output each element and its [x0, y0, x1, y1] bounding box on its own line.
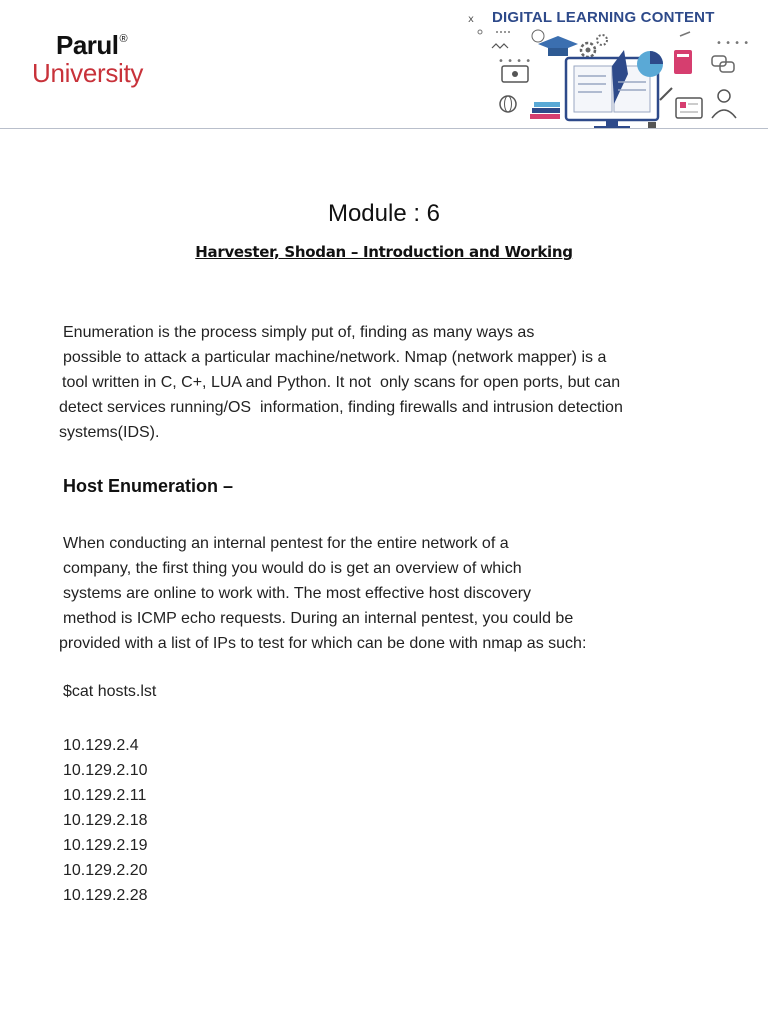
- books-stack-icon: [530, 102, 560, 119]
- svg-text:• • • •: • • • •: [716, 38, 750, 49]
- pie-chart-icon: [637, 51, 663, 77]
- video-icon: [502, 66, 528, 82]
- ip-address: 10.129.2.28: [63, 887, 148, 904]
- ip-address: 10.129.2.10: [63, 762, 148, 779]
- logo-university: University: [32, 58, 144, 88]
- section-line: method is ICMP echo requests. During an internal pentest, you could be: [63, 610, 574, 627]
- ip-address: 10.129.2.19: [63, 837, 148, 854]
- logo-name: Parul®: [56, 30, 128, 60]
- section-line: company, the first thing you would do is get an overview of which: [63, 560, 522, 577]
- page-header: [0, 0, 768, 130]
- ip-address: 10.129.2.4: [63, 737, 139, 754]
- module-subtitle: Harvester, Shodan – Introduction and Working: [195, 243, 573, 261]
- graduation-cap-icon: [532, 30, 578, 56]
- section-line: When conducting an internal pentest for the entire network of a: [63, 535, 509, 552]
- svg-text:• • • •: • • • •: [498, 56, 532, 67]
- section-line: provided with a list of IPs to test for which can be done with nmap as such:: [59, 635, 587, 652]
- command-line: $cat hosts.lst: [63, 683, 157, 700]
- parul-university-logo: [32, 32, 143, 86]
- section-paragraph: [59, 531, 587, 656]
- ip-address: 10.129.2.20: [63, 862, 148, 879]
- svg-text:x: x: [468, 14, 474, 25]
- intro-line: possible to attack a particular machine/network. Nmap (network mapper) is a: [63, 349, 607, 366]
- gear-icon: [581, 35, 607, 57]
- chat-bubbles-icon: [712, 56, 734, 72]
- section-heading: Host Enumeration –: [63, 476, 234, 496]
- header-divider: [0, 128, 768, 129]
- book-icon: [674, 50, 692, 74]
- intro-line: Enumeration is the process simply put of, finding as many ways as: [63, 324, 535, 341]
- module-title: Module : 6: [327, 200, 441, 227]
- section-line: systems are online to work with. The most effective host discovery: [63, 585, 532, 602]
- ip-address: 10.129.2.11: [63, 787, 147, 804]
- intro-line: detect services running/OS information, finding firewalls and intrusion detection: [59, 399, 623, 416]
- id-card-icon: [676, 98, 702, 118]
- intro-line: tool written in C, C+, LUA and Python. It not only scans for open ports, but can: [62, 374, 621, 391]
- intro-paragraph: [59, 320, 623, 445]
- globe-icon: [500, 96, 516, 112]
- ip-address-list: [63, 733, 148, 908]
- person-icon: [712, 90, 736, 118]
- digital-learning-content-title: DIGITAL LEARNING CONTENT: [492, 9, 715, 26]
- ip-address: 10.129.2.18: [63, 812, 148, 829]
- intro-line: systems(IDS).: [59, 424, 160, 441]
